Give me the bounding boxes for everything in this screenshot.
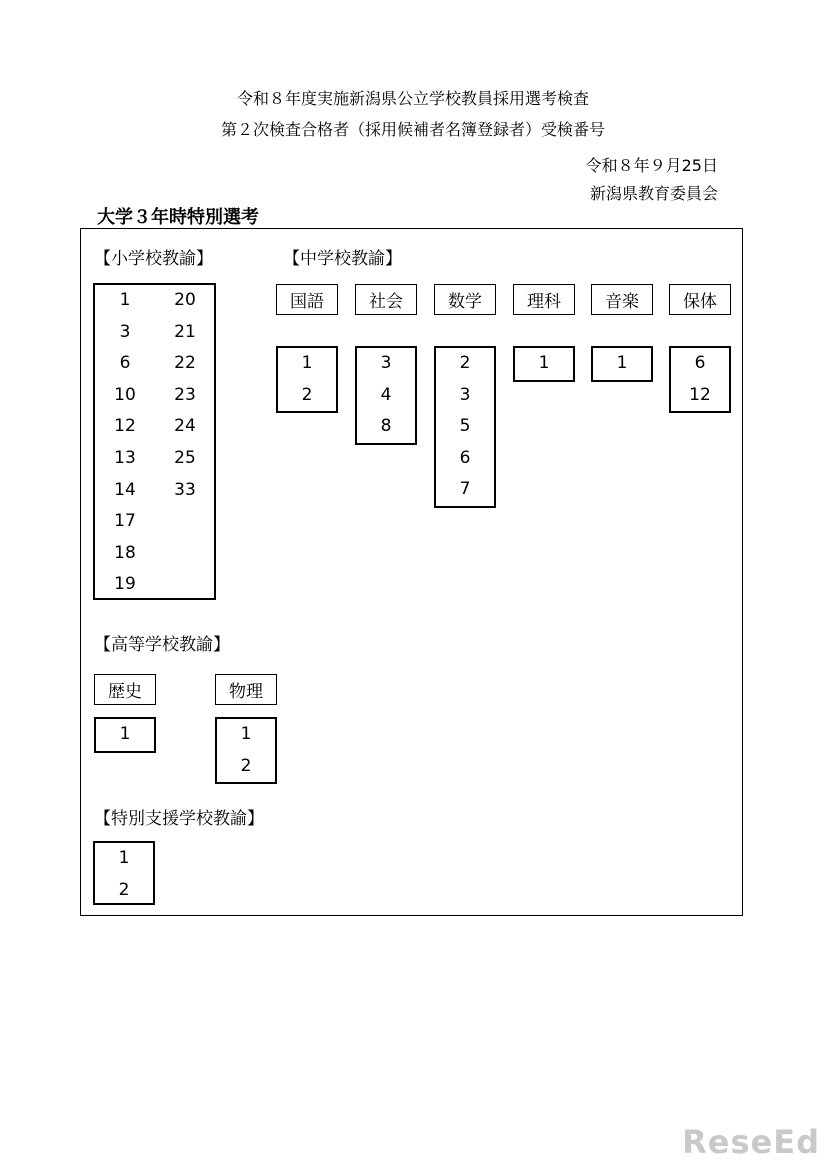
- resed-logo: ReseEd: [682, 1123, 820, 1161]
- subject-number-column: [278, 348, 336, 411]
- exam-number: 23: [174, 384, 196, 405]
- subject-number-box: [591, 346, 653, 382]
- junior-high-label: 【中学校教諭】: [283, 249, 402, 269]
- exam-number: 5: [459, 416, 471, 437]
- subject-number-box: [669, 346, 731, 413]
- exam-number: 1: [301, 353, 313, 373]
- subject-number-column: [436, 348, 494, 506]
- exam-number: 6: [119, 353, 131, 374]
- document-issuer: 新潟県教育委員会: [589, 184, 718, 203]
- exam-number: 21: [174, 321, 196, 342]
- elementary-label: 【小学校教諭】: [94, 249, 213, 269]
- exam-number: 2: [118, 879, 130, 900]
- exam-number: 7: [459, 479, 471, 500]
- exam-number: 2: [240, 755, 252, 776]
- subject-label: 社会: [355, 284, 417, 315]
- exam-number: 3: [380, 353, 392, 373]
- subject-label: 国語: [276, 284, 338, 315]
- document-title-line2: 第２次検査合格者（採用候補者名簿登録者）受検番号: [220, 120, 605, 139]
- subject-label: 保体: [669, 284, 731, 315]
- elementary-number-box: [93, 283, 216, 600]
- exam-number: 18: [114, 542, 136, 563]
- document-title-line1: 令和８年度実施新潟県公立学校教員採用選考検査: [236, 89, 589, 108]
- subject-number-box: [215, 717, 277, 784]
- exam-number: 14: [114, 479, 136, 500]
- subject-number-column: [357, 348, 415, 443]
- exam-number: 22: [174, 353, 196, 374]
- exam-number: 19: [114, 574, 136, 595]
- exam-number: 3: [459, 384, 471, 405]
- exam-number: 1: [119, 724, 131, 744]
- subject-number-column: [96, 719, 154, 751]
- exam-number: 24: [174, 416, 196, 437]
- special-support-number-box: [93, 841, 155, 905]
- exam-number: 12: [689, 384, 711, 405]
- exam-number: 17: [114, 511, 136, 532]
- exam-number: 1: [240, 724, 252, 744]
- subject-label: 理科: [513, 284, 575, 315]
- exam-number: 1: [538, 353, 550, 373]
- exam-number: 20: [174, 290, 196, 310]
- special-support-label: 【特別支援学校教諭】: [94, 809, 264, 829]
- exam-number: 33: [174, 479, 196, 500]
- section-title: 大学３年時特別選考: [97, 207, 259, 228]
- subject-number-box: [94, 717, 156, 753]
- exam-number: 1: [119, 290, 131, 310]
- exam-number: 25: [174, 447, 196, 468]
- subject-label: 音楽: [591, 284, 653, 315]
- document-date: 令和８年９月25日: [585, 156, 718, 175]
- exam-number: 4: [380, 384, 392, 405]
- subject-number-column: [515, 348, 573, 380]
- subject-number-box: [276, 346, 338, 413]
- elementary-column-1: [95, 285, 155, 601]
- exam-number: 2: [301, 384, 313, 405]
- subject-number-column: [593, 348, 651, 380]
- subject-number-box: [355, 346, 417, 445]
- exam-number: 2: [459, 353, 471, 373]
- exam-number: 8: [380, 416, 392, 437]
- exam-number: 6: [694, 353, 706, 373]
- subject-number-column: [671, 348, 729, 411]
- subject-label: 物理: [215, 674, 277, 705]
- subject-number-column: [217, 719, 275, 782]
- exam-number: 13: [114, 447, 136, 468]
- subject-label: 歴史: [94, 674, 156, 705]
- subject-label: 数学: [434, 284, 496, 315]
- elementary-column-2: [155, 285, 215, 506]
- exam-number: 6: [459, 447, 471, 468]
- exam-number: 1: [616, 353, 628, 373]
- special-support-column: [95, 843, 153, 906]
- subject-number-box: [513, 346, 575, 382]
- exam-number: 3: [119, 321, 131, 342]
- exam-number: 12: [114, 416, 136, 437]
- exam-number: 1: [118, 848, 130, 868]
- subject-number-box: [434, 346, 496, 508]
- high-school-label: 【高等学校教諭】: [94, 635, 230, 655]
- exam-number: 10: [114, 384, 136, 405]
